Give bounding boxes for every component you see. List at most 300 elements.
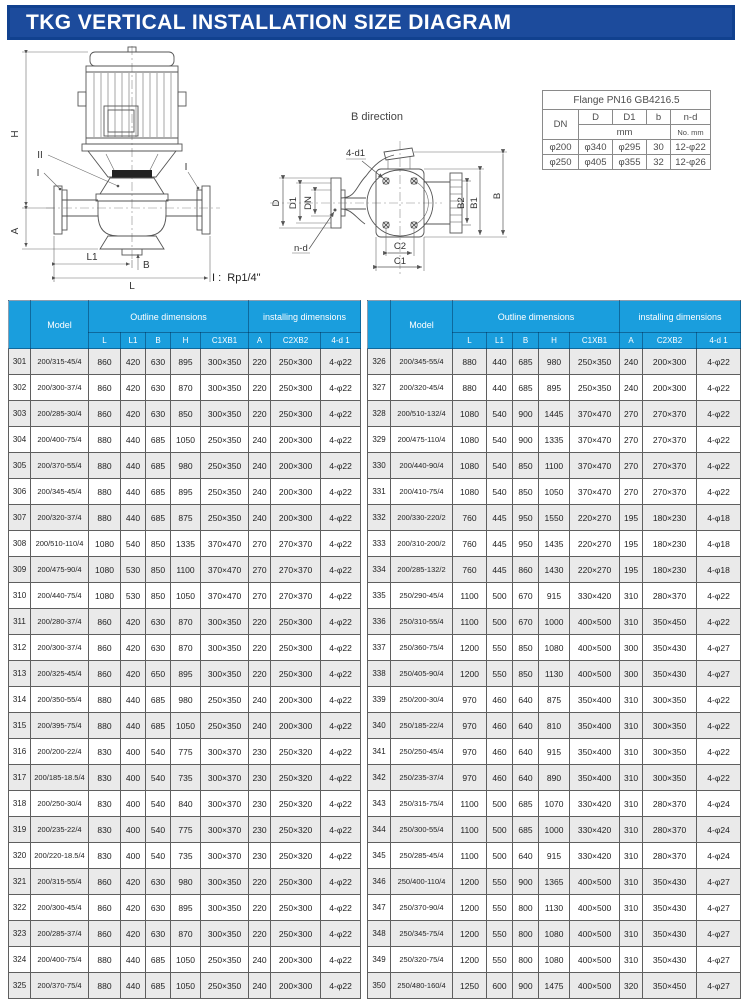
a-cell: 310 [620, 765, 643, 791]
row-number-header [9, 301, 31, 349]
b-direction-title: B direction [351, 111, 403, 123]
4d1-cell: 4-φ22 [697, 739, 741, 765]
row-number-cell: 322 [9, 895, 31, 921]
l-cell: 880 [89, 687, 121, 713]
c1xb1-cell: 370×470 [570, 453, 620, 479]
model-cell: 200/280-37/4 [31, 609, 89, 635]
4d1-cell: 4-φ22 [321, 349, 361, 375]
a-cell: 240 [620, 375, 643, 401]
c2xb2-cell: 180×230 [643, 531, 697, 557]
a-cell: 240 [249, 427, 271, 453]
table-row [9, 817, 361, 843]
model-cell: 250/405-90/4 [391, 661, 453, 687]
table-row [368, 739, 741, 765]
a-cell: 230 [249, 817, 271, 843]
c1xb1-cell: 400×500 [570, 947, 620, 973]
table-row [368, 921, 741, 947]
dim-label-l1: L1 [86, 252, 98, 263]
4d1-cell: 4-φ22 [321, 921, 361, 947]
row-number-cell: 303 [9, 401, 31, 427]
4d1-cell: 4-φ22 [321, 973, 361, 999]
b-cell: 540 [146, 817, 171, 843]
col-header-l: L [453, 333, 487, 349]
model-cell: 200/220-18.5/4 [31, 843, 89, 869]
h-cell: 1100 [171, 557, 201, 583]
l-cell: 830 [89, 817, 121, 843]
model-cell: 200/400-75/4 [31, 427, 89, 453]
a-cell: 240 [249, 713, 271, 739]
l-cell: 760 [453, 531, 487, 557]
h-cell: 1080 [539, 921, 570, 947]
l1-cell: 550 [487, 635, 513, 661]
c1xb1-cell: 250×350 [570, 349, 620, 375]
b-cell: 630 [146, 375, 171, 401]
model-cell: 250/290-45/4 [391, 583, 453, 609]
row-number-cell: 315 [9, 713, 31, 739]
model-cell: 200/310-200/2 [391, 531, 453, 557]
b-cell: 685 [146, 973, 171, 999]
row-number-cell: 336 [368, 609, 391, 635]
table-row [368, 531, 741, 557]
l-cell: 860 [89, 869, 121, 895]
c1xb1-cell: 400×500 [570, 921, 620, 947]
b-cell: 850 [513, 479, 539, 505]
l1-cell: 540 [487, 427, 513, 453]
c1xb1-cell: 370×470 [201, 583, 249, 609]
a-cell: 310 [620, 895, 643, 921]
c1xb1-cell: 370×470 [570, 479, 620, 505]
c2xb2-cell: 200×300 [271, 687, 321, 713]
l-cell: 880 [453, 375, 487, 401]
row-number-cell: 327 [368, 375, 391, 401]
table-row [9, 349, 361, 375]
h-cell: 1130 [539, 661, 570, 687]
b-cell: 630 [146, 869, 171, 895]
flange-col-d1: D1 [613, 110, 647, 125]
model-cell: 200/320-37/4 [31, 505, 89, 531]
c1xb1-cell: 220×270 [570, 531, 620, 557]
a-cell: 240 [249, 687, 271, 713]
row-number-cell: 319 [9, 817, 31, 843]
b-cell: 850 [513, 453, 539, 479]
port-label-i-left: I [36, 168, 40, 179]
b-cell: 540 [146, 791, 171, 817]
c1xb1-cell: 300×350 [201, 609, 249, 635]
b-cell: 850 [513, 635, 539, 661]
c1xb1-cell: 250×350 [201, 479, 249, 505]
row-number-cell: 302 [9, 375, 31, 401]
row-number-cell: 314 [9, 687, 31, 713]
model-cell: 200/475-110/4 [391, 427, 453, 453]
b-cell: 850 [146, 531, 171, 557]
model-cell: 200/200-22/4 [31, 739, 89, 765]
c2xb2-cell: 250×320 [271, 739, 321, 765]
h-cell: 1050 [171, 583, 201, 609]
c2xb2-cell: 350×450 [643, 609, 697, 635]
l1-cell: 550 [487, 895, 513, 921]
model-cell: 200/345-55/4 [391, 349, 453, 375]
row-number-cell: 331 [368, 479, 391, 505]
dimensions-table-right [367, 300, 741, 999]
a-cell: 310 [620, 947, 643, 973]
dim-label-dn: DN [303, 196, 314, 210]
row-number-cell: 313 [9, 661, 31, 687]
l1-cell: 420 [121, 921, 146, 947]
c2xb2-cell: 350×430 [643, 895, 697, 921]
row-number-cell: 317 [9, 765, 31, 791]
model-cell: 200/300-37/4 [31, 375, 89, 401]
4d1-cell: 4-φ22 [321, 609, 361, 635]
b-view-dimension-lines [279, 152, 507, 271]
model-cell: 200/285-30/4 [31, 401, 89, 427]
flange-cell: 12-φ26 [671, 155, 711, 170]
b-cell: 685 [513, 375, 539, 401]
l-cell: 1200 [453, 921, 487, 947]
table-row [368, 609, 741, 635]
c1xb1-cell: 300×350 [201, 375, 249, 401]
b-cell: 540 [146, 765, 171, 791]
l-cell: 760 [453, 557, 487, 583]
model-cell: 200/510-110/4 [31, 531, 89, 557]
b-cell: 800 [513, 895, 539, 921]
a-cell: 195 [620, 505, 643, 531]
l-cell: 880 [89, 973, 121, 999]
col-header-h: H [539, 333, 570, 349]
c1xb1-cell: 300×370 [201, 739, 249, 765]
l1-cell: 530 [121, 583, 146, 609]
4d1-cell: 4-φ22 [321, 661, 361, 687]
4d1-cell: 4-φ27 [697, 635, 741, 661]
a-cell: 320 [620, 973, 643, 999]
a-cell: 220 [249, 401, 271, 427]
a-cell: 220 [249, 635, 271, 661]
b-cell: 685 [146, 947, 171, 973]
h-cell: 870 [171, 635, 201, 661]
port-label-i-right: I [184, 162, 188, 173]
row-number-cell: 311 [9, 609, 31, 635]
a-cell: 220 [249, 375, 271, 401]
flange-row-dn250 [543, 155, 711, 170]
row-number-cell: 337 [368, 635, 391, 661]
4d1-cell: 4-φ22 [321, 531, 361, 557]
c1xb1-cell: 330×420 [570, 843, 620, 869]
4d1-cell: 4-φ22 [321, 765, 361, 791]
h-cell: 850 [171, 401, 201, 427]
4d1-cell: 4-φ22 [697, 427, 741, 453]
c2xb2-cell: 250×300 [271, 609, 321, 635]
l1-cell: 445 [487, 557, 513, 583]
row-number-cell: 344 [368, 817, 391, 843]
c1xb1-cell: 220×270 [570, 557, 620, 583]
col-header-l: L [89, 333, 121, 349]
b-cell: 670 [513, 583, 539, 609]
table-row [368, 817, 741, 843]
h-cell: 915 [539, 739, 570, 765]
b-cell: 860 [513, 557, 539, 583]
model-cell: 200/285-37/4 [31, 921, 89, 947]
l-cell: 1080 [453, 427, 487, 453]
dim-label-b: B [143, 260, 150, 271]
l1-cell: 440 [121, 687, 146, 713]
a-cell: 310 [620, 869, 643, 895]
model-cell: 200/185-18.5/4 [31, 765, 89, 791]
outline-dimensions-header: Outline dimensions [89, 301, 249, 333]
l-cell: 880 [89, 713, 121, 739]
b-cell: 850 [146, 583, 171, 609]
b-cell: 640 [513, 765, 539, 791]
l1-cell: 540 [487, 401, 513, 427]
a-cell: 270 [249, 583, 271, 609]
c1xb1-cell: 300×350 [201, 661, 249, 687]
a-cell: 220 [249, 869, 271, 895]
row-number-cell: 305 [9, 453, 31, 479]
a-cell: 270 [249, 531, 271, 557]
h-cell: 1050 [171, 427, 201, 453]
model-cell: 200/325-45/4 [31, 661, 89, 687]
row-number-cell: 324 [9, 947, 31, 973]
outline-dimensions-header: Outline dimensions [453, 301, 620, 333]
h-cell: 1050 [171, 973, 201, 999]
table-row [9, 921, 361, 947]
table-row [368, 375, 741, 401]
model-cell: 200/285-132/2 [391, 557, 453, 583]
row-number-cell: 350 [368, 973, 391, 999]
b-cell: 900 [513, 427, 539, 453]
model-cell: 250/250-45/4 [391, 739, 453, 765]
row-number-cell: 332 [368, 505, 391, 531]
l-cell: 970 [453, 687, 487, 713]
c2xb2-cell: 200×300 [271, 505, 321, 531]
c2xb2-cell: 250×320 [271, 791, 321, 817]
l-cell: 1100 [453, 609, 487, 635]
4d1-cell: 4-φ22 [697, 609, 741, 635]
4d1-cell: 4-φ22 [321, 401, 361, 427]
model-cell: 200/475-90/4 [31, 557, 89, 583]
l1-cell: 540 [487, 453, 513, 479]
row-number-cell: 349 [368, 947, 391, 973]
c1xb1-cell: 300×350 [201, 635, 249, 661]
table-row [9, 609, 361, 635]
a-cell: 195 [620, 531, 643, 557]
row-number-cell: 329 [368, 427, 391, 453]
h-cell: 980 [171, 869, 201, 895]
c1xb1-cell: 250×350 [201, 505, 249, 531]
table-row [368, 765, 741, 791]
a-cell: 220 [249, 349, 271, 375]
4d1-cell: 4-φ22 [321, 947, 361, 973]
c2xb2-cell: 200×300 [271, 453, 321, 479]
dimensions-table-left [8, 300, 361, 999]
c2xb2-cell: 200×300 [643, 375, 697, 401]
table-row [368, 505, 741, 531]
model-cell: 250/310-55/4 [391, 609, 453, 635]
table-row [9, 713, 361, 739]
h-cell: 1070 [539, 791, 570, 817]
c2xb2-cell: 250×300 [271, 349, 321, 375]
c1xb1-cell: 400×500 [570, 895, 620, 921]
a-cell: 310 [620, 843, 643, 869]
4d1-cell: 4-φ27 [697, 869, 741, 895]
c2xb2-cell: 280×370 [643, 583, 697, 609]
row-number-cell: 345 [368, 843, 391, 869]
pump-body-lines [46, 46, 220, 260]
model-cell: 200/510-132/4 [391, 401, 453, 427]
col-header-b: B [146, 333, 171, 349]
c1xb1-cell: 300×350 [201, 895, 249, 921]
c1xb1-cell: 330×420 [570, 817, 620, 843]
model-cell: 250/185-22/4 [391, 713, 453, 739]
row-number-cell: 325 [9, 973, 31, 999]
h-cell: 1050 [539, 479, 570, 505]
dim-label-d: D [271, 199, 282, 207]
4d1-cell: 4-φ18 [697, 531, 741, 557]
table-row [9, 375, 361, 401]
c2xb2-cell: 250×300 [271, 635, 321, 661]
table-row [9, 791, 361, 817]
b-cell: 630 [146, 921, 171, 947]
h-cell: 915 [539, 583, 570, 609]
c2xb2-cell: 280×370 [643, 817, 697, 843]
4d1-cell: 4-φ24 [697, 843, 741, 869]
l-cell: 1080 [453, 479, 487, 505]
l1-cell: 530 [121, 557, 146, 583]
l1-cell: 460 [487, 765, 513, 791]
h-cell: 1000 [539, 817, 570, 843]
l1-cell: 440 [121, 947, 146, 973]
h-cell: 1365 [539, 869, 570, 895]
a-cell: 270 [620, 427, 643, 453]
l1-cell: 600 [487, 973, 513, 999]
l1-cell: 420 [121, 661, 146, 687]
b-cell: 630 [146, 609, 171, 635]
l1-cell: 440 [487, 375, 513, 401]
l-cell: 830 [89, 765, 121, 791]
table-row [368, 973, 741, 999]
b-cell: 685 [513, 349, 539, 375]
col-header-h: H [171, 333, 201, 349]
c2xb2-cell: 200×300 [643, 349, 697, 375]
b-cell: 685 [146, 427, 171, 453]
c1xb1-cell: 350×400 [570, 713, 620, 739]
l-cell: 880 [89, 453, 121, 479]
h-cell: 735 [171, 843, 201, 869]
row-number-header [368, 301, 391, 349]
c2xb2-cell: 200×300 [271, 973, 321, 999]
a-cell: 310 [620, 817, 643, 843]
4d1-cell: 4-φ22 [321, 791, 361, 817]
h-cell: 875 [171, 505, 201, 531]
a-cell: 310 [620, 791, 643, 817]
4d1-cell: 4-φ22 [697, 453, 741, 479]
row-number-cell: 307 [9, 505, 31, 531]
c2xb2-cell: 350×430 [643, 921, 697, 947]
h-cell: 1080 [539, 947, 570, 973]
table-row [9, 661, 361, 687]
c1xb1-cell: 350×400 [570, 765, 620, 791]
a-cell: 240 [249, 973, 271, 999]
h-cell: 1080 [539, 635, 570, 661]
a-cell: 240 [620, 349, 643, 375]
b-cell: 900 [513, 869, 539, 895]
a-cell: 220 [249, 895, 271, 921]
table-row [368, 427, 741, 453]
row-number-cell: 323 [9, 921, 31, 947]
flange-cell: φ250 [543, 155, 579, 170]
model-cell: 200/410-75/4 [391, 479, 453, 505]
table-row [368, 349, 741, 375]
c1xb1-cell: 250×350 [201, 687, 249, 713]
b-cell: 850 [146, 557, 171, 583]
model-cell: 200/440-90/4 [391, 453, 453, 479]
4d1-cell: 4-φ22 [321, 895, 361, 921]
flange-unit-mm: mm [579, 125, 671, 140]
h-cell: 775 [171, 739, 201, 765]
c1xb1-cell: 400×500 [570, 973, 620, 999]
a-cell: 310 [620, 687, 643, 713]
col-header-c2xb2: C2XB2 [271, 333, 321, 349]
table-row [368, 843, 741, 869]
c2xb2-cell: 250×300 [271, 869, 321, 895]
table-row [368, 557, 741, 583]
c2xb2-cell: 280×370 [643, 843, 697, 869]
model-cell: 200/395-75/4 [31, 713, 89, 739]
4d1-cell: 4-φ27 [697, 973, 741, 999]
b-cell: 650 [146, 661, 171, 687]
l1-cell: 500 [487, 843, 513, 869]
c2xb2-cell: 300×350 [643, 713, 697, 739]
c1xb1-cell: 250×350 [201, 947, 249, 973]
flange-col-b: b [647, 110, 671, 125]
h-cell: 1100 [539, 453, 570, 479]
4d1-cell: 4-φ27 [697, 661, 741, 687]
col-header-l1: L1 [487, 333, 513, 349]
c2xb2-cell: 200×300 [271, 479, 321, 505]
row-number-cell: 301 [9, 349, 31, 375]
a-cell: 230 [249, 739, 271, 765]
4d1-cell: 4-φ22 [697, 713, 741, 739]
l-cell: 880 [453, 349, 487, 375]
c2xb2-cell: 270×370 [271, 557, 321, 583]
flange-spec-table [542, 90, 711, 170]
l1-cell: 420 [121, 609, 146, 635]
b-cell: 950 [513, 531, 539, 557]
model-cell: 200/350-55/4 [31, 687, 89, 713]
l1-cell: 400 [121, 739, 146, 765]
a-cell: 220 [249, 921, 271, 947]
a-cell: 310 [620, 583, 643, 609]
c1xb1-cell: 400×500 [570, 609, 620, 635]
l1-cell: 500 [487, 817, 513, 843]
model-cell: 250/285-45/4 [391, 843, 453, 869]
b-cell: 640 [513, 739, 539, 765]
b-cell: 685 [146, 687, 171, 713]
l1-cell: 500 [487, 609, 513, 635]
l1-cell: 400 [121, 791, 146, 817]
table-row [368, 635, 741, 661]
table-row [9, 687, 361, 713]
c1xb1-cell: 370×470 [201, 531, 249, 557]
flange-col-d: D [579, 110, 613, 125]
a-cell: 240 [249, 479, 271, 505]
4d1-cell: 4-φ27 [697, 947, 741, 973]
b-cell: 630 [146, 401, 171, 427]
table-row [368, 661, 741, 687]
dim-label-h: H [10, 130, 21, 138]
row-number-cell: 328 [368, 401, 391, 427]
l1-cell: 420 [121, 401, 146, 427]
table-row [368, 791, 741, 817]
4d1-cell: 4-φ24 [697, 791, 741, 817]
